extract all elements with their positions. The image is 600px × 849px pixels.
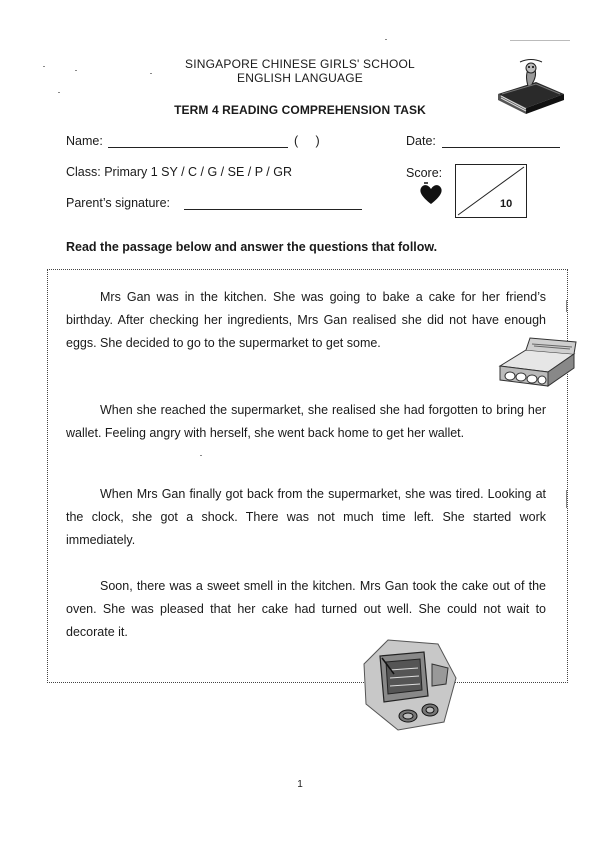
heart-icon (418, 180, 444, 206)
task-title: TERM 4 READING COMPREHENSION TASK (174, 103, 426, 117)
passage-paragraph: When Mrs Gan finally got back from the supermarket, she was tired. Looking at the clock, she got a shock. There was not much time left. She started work immediately. (66, 487, 546, 547)
index-number-brackets[interactable]: ( ) (294, 134, 320, 148)
school-name: SINGAPORE CHINESE GIRLS' SCHOOL (185, 57, 415, 71)
passage-paragraph: When she reached the supermarket, she realised she had forgotten to bring her wallet. Feeling angry with herself, she went back home to get her wallet. (66, 403, 546, 440)
instruction-text: Read the passage below and answer the questions that follow. (66, 240, 438, 254)
class-label: Class: Primary 1 SY / C / G / SE / P / GR (66, 165, 292, 179)
scan-speck (566, 490, 567, 508)
score-total: 10 (500, 198, 513, 210)
parent-signature-field[interactable] (184, 209, 362, 210)
scan-speck (150, 73, 152, 74)
scan-speck (75, 70, 77, 71)
scan-speck (58, 92, 60, 93)
passage-paragraph: Soon, there was a sweet smell in the kitchen. Mrs Gan took the cake out of the oven. She was pleased that her cake had turned out well. She could not wait to decorate it. (66, 579, 546, 639)
name-label: Name: (66, 134, 103, 148)
scan-speck (200, 455, 202, 456)
scan-speck (385, 39, 387, 40)
scan-speck (566, 300, 567, 312)
scan-speck (43, 66, 45, 67)
date-field[interactable] (442, 147, 560, 148)
score-box[interactable] (455, 164, 527, 218)
parent-signature-label: Parent’s signature: (66, 196, 170, 210)
passage-paragraph: Mrs Gan was in the kitchen. She was going to bake a cake for her friend’s birthday. After checking her ingredients, Mrs Gan realised she did not have enough eggs. She decided to go to the supermarket to get some. (66, 290, 546, 350)
date-label: Date: (406, 134, 436, 148)
subject-name: ENGLISH LANGUAGE (237, 71, 363, 85)
egg-carton-icon (496, 336, 578, 392)
page-number: 1 (297, 779, 303, 790)
oven-icon (358, 634, 462, 734)
scan-speck (510, 40, 570, 41)
name-field[interactable] (108, 147, 288, 148)
score-label: Score: (406, 166, 443, 180)
